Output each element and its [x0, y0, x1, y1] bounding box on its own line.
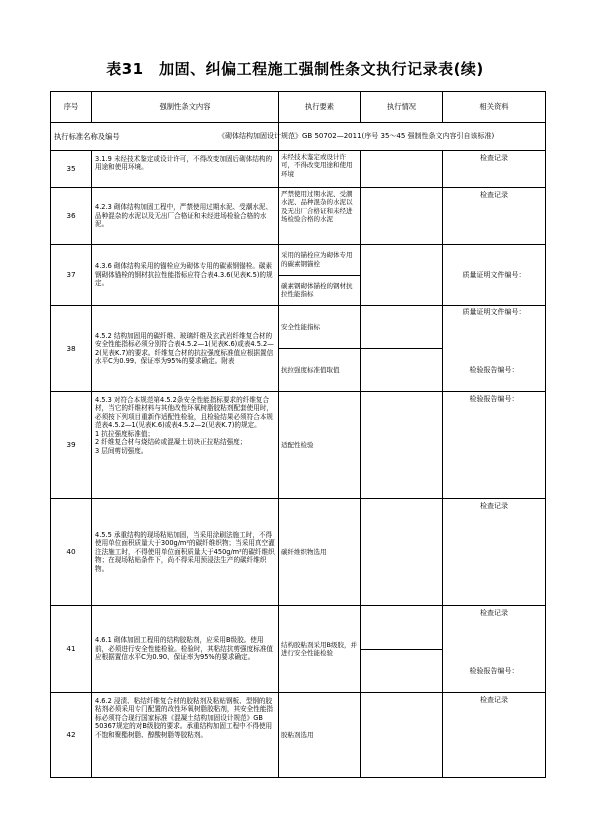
status-cell[interactable]	[361, 606, 442, 649]
row-no: 36	[51, 188, 92, 245]
requirement-text: 严禁使用过期水泥、受潮水泥、品种混杂的水泥以及无出厂合格证和未经进场检验合格的水泥	[281, 190, 353, 223]
doc-text: 质量证明文件编号：	[462, 271, 526, 280]
requirement-text: 碳素钢砌体锚栓的钢材抗拉性能指标	[281, 281, 353, 299]
doc-text: 检查记录	[480, 696, 508, 704]
status-cell[interactable]	[361, 649, 442, 693]
page-title: 表31 加固、纠偏工程施工强制性条文执行记录表(续)	[106, 60, 484, 78]
table-row	[51, 188, 546, 245]
status-cell[interactable]	[361, 348, 442, 391]
clause-text: 4.3.6 砌体结构采用的锚栓应为砌体专用的碳素钢锚栓。碳素钢砌体锚栓的钢材抗拉性能指标应符合表4.3.6(见表K.5)的规定。	[95, 262, 273, 288]
doc-text: 质量证明文件编号：	[462, 308, 526, 316]
clause-text: 3.1.9 未经技术鉴定或设计许可，不得改变加固后砌体结构的用途和使用环境。	[95, 155, 273, 172]
row-no: 35	[51, 151, 92, 188]
header-no: 序号	[51, 92, 92, 123]
table-row	[51, 392, 546, 499]
requirement-text: 胶粘剂选用	[281, 730, 314, 739]
standard-row	[51, 123, 546, 151]
header-docs: 相关资料	[443, 92, 546, 123]
status-cell[interactable]	[361, 306, 442, 348]
row-no: 42	[51, 693, 92, 778]
clause-text: 4.6.1 砌体加固工程用的结构胶粘剂，应采用B级胶。使用前，必须进行安全性能检验。检验时，其粘结抗剪强度标准值应根据置信水平C为0.90、保证率为95%的要求确定。	[95, 636, 274, 662]
standard-text: 《砌体结构加固设计规范》GB 50702—2011(序号 35～45 强制性条文内容引自该标准)	[218, 131, 495, 140]
doc-text: 检验报告编号：	[469, 395, 519, 403]
row-no: 38	[51, 306, 92, 392]
clause-text: 4.5.2 结构加固用的碳纤维、玻璃纤维及玄武岩纤维复合材的安全性能指标必须分别符合表4.5.2—1(见表K.6)或表4.5.2—2(见表K.7)的要求。纤维复合材的抗拉强度标准值应根据置信水平C为0.99、保证率为95%的要求确定。附表	[95, 331, 274, 365]
requirement-text: 结构胶粘剂采用B级胶，并进行安全性能检验	[281, 640, 357, 657]
table-row	[51, 499, 546, 606]
doc-text: 检查记录	[480, 502, 508, 510]
doc-text: 检验报告编号：	[469, 666, 519, 675]
record-table	[50, 91, 546, 778]
header-requirement: 执行要素	[279, 92, 361, 123]
standard-label: 执行标准名称及编号	[54, 131, 120, 141]
requirement-text: 抗拉强度标准值取值	[281, 365, 340, 374]
status-cell[interactable]	[361, 392, 443, 499]
clause-text: 4.2.3 砌体结构加固工程中，严禁使用过期水泥、受潮水泥、品种混杂的水泥以及无出厂合格证和未经进场检验合格的水泥。	[95, 203, 273, 229]
table-row	[51, 693, 546, 778]
status-cell[interactable]	[361, 188, 443, 245]
doc-text: 检查记录	[480, 154, 508, 162]
clause-text: 4.5.3 对符合本规范第4.5.2条安全性能指标要求的纤维复合材，当它的纤维材料与其他改性环氧树脂胶粘剂配套使用时，必须按下列项目重新作适配性检验，且检验结果必须符合本规范表4.5.2—1(见表K.6)或表4.5.2—2(见表K.7)的规定。 1 抗拉强度标准值； 2 纤维复合材与烧结砖或混凝土切块正拉粘结强度； 3 层间剪切强度。	[95, 396, 274, 455]
requirement-text: 未经技术鉴定或设计许可，不得改变用途和使用环境	[281, 153, 353, 178]
header-content: 强制性条文内容	[92, 92, 279, 123]
row-no: 40	[51, 499, 92, 606]
status-cell[interactable]	[361, 245, 443, 306]
row-no: 37	[51, 245, 92, 306]
table-row	[51, 245, 546, 306]
doc-text: 检查记录	[480, 191, 508, 199]
table-row	[51, 151, 546, 188]
header-row	[51, 92, 546, 123]
status-cell[interactable]	[361, 499, 443, 606]
doc-text: 检验报告编号：	[469, 365, 519, 374]
requirement-text: 采用的锚栓应为砌体专用的碳素钢锚栓	[281, 251, 353, 268]
header-status: 执行情况	[361, 92, 443, 123]
table-row	[51, 306, 546, 392]
clause-text: 4.6.2 浸渍、粘结纤维复合材的胶粘剂及粘贴钢板、型钢的胶粘剂必须采用专门配置的改性环氧树脂胶粘剂，其安全性能指标必须符合现行国家标准《混凝土结构加固设计规范》GB 50367规定的对B级胶的要求。承重结构加固工程中不得使用不饱和聚酯树脂、醇酸树脂等胶粘剂。	[95, 697, 274, 739]
table-row	[51, 606, 546, 693]
status-cell[interactable]	[361, 693, 443, 778]
requirement-text: 适配性检验	[281, 440, 314, 449]
clause-text: 4.5.5 承重结构的现场粘贴加固，当采用涂刷法施工时，不得使用单位面积质量大于300g/m²的碳纤维织物；当采用真空灌注法施工时，不得使用单位面积质量大于450g/m²的碳纤维织物；在现场粘贴条件下，尚不得采用预浸法生产的碳纤维织物。	[95, 530, 275, 573]
row-no: 39	[51, 392, 92, 499]
status-cell[interactable]	[361, 151, 443, 188]
doc-text: 检查记录	[480, 609, 508, 617]
requirement-text: 安全性能指标	[281, 322, 320, 331]
row-no: 41	[51, 606, 92, 693]
requirement-text: 碳纤维织物选用	[281, 547, 327, 556]
